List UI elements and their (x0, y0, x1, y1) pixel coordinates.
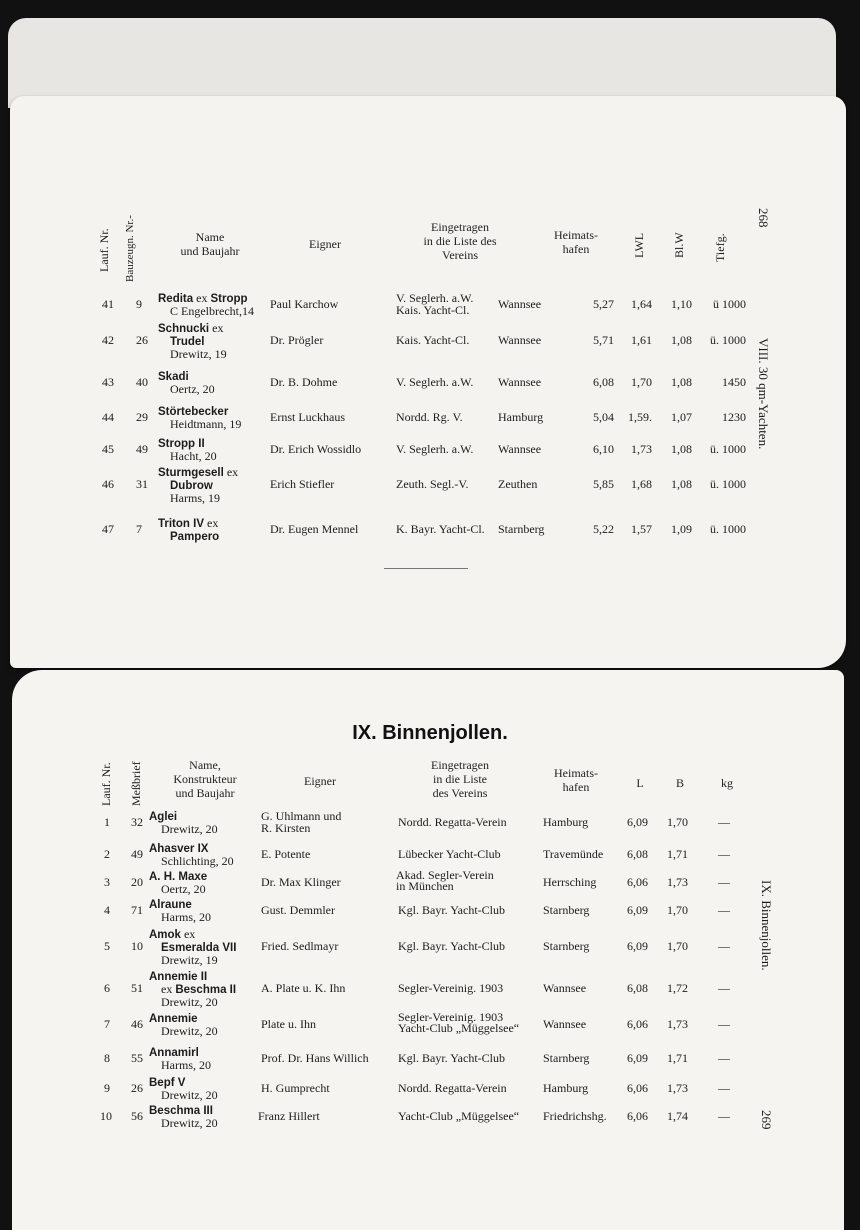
blw-value: 1,73 (631, 442, 652, 456)
builder-year: Drewitz, 20 (161, 822, 218, 836)
bauzeugnis-number: 49 (136, 442, 148, 456)
home-port: Starnberg (498, 522, 545, 536)
row-number: 5 (104, 939, 110, 953)
page-number-269: 269 (759, 1110, 774, 1130)
row-number: 43 (102, 375, 114, 389)
blw-value: 1,64 (631, 297, 652, 311)
boat-name (149, 1076, 218, 1101)
home-port: Wannsee (543, 1017, 587, 1031)
draught-value: 1,08 (671, 442, 692, 456)
page-number-268: 268 (756, 208, 771, 228)
boat-name-bold: Störtebecker (158, 406, 229, 418)
builder-year: Drewitz, 20 (161, 1024, 218, 1038)
lwl-value: 5,04 (593, 410, 614, 424)
weight-value: — (718, 1081, 730, 1095)
length-value: 6,09 (627, 939, 648, 953)
messbrief-number: 55 (131, 1051, 143, 1065)
messbrief-number: 51 (131, 981, 143, 995)
messbrief-number: 10 (131, 939, 143, 953)
beam-value: 1,73 (667, 875, 688, 889)
boat-name (149, 842, 234, 867)
owner: A. Plate u. K. Ihn (261, 981, 346, 995)
club: Zeuth. Segl.-V. (396, 477, 469, 491)
boat-name-ex: ex (161, 982, 176, 996)
owner: Dr. Prögler (270, 333, 324, 347)
boat-name-bold: Aglei (149, 811, 178, 823)
weight-value: 1230 (722, 410, 746, 424)
builder-year: Oertz, 20 (170, 382, 215, 396)
boat-name (149, 1012, 218, 1037)
bauzeugnis-number: 26 (136, 333, 148, 347)
header-port: Heimats- hafen (554, 228, 598, 256)
blw-value: 1,70 (631, 375, 652, 389)
boat-name (149, 970, 236, 1008)
boat-name-bold: Annemie II (149, 971, 208, 983)
club: Nordd. Regatta-Verein (398, 815, 507, 829)
weight-value: — (718, 875, 730, 889)
club: K. Bayr. Yacht-Cl. (396, 522, 485, 536)
length-value: 6,06 (627, 1017, 648, 1031)
builder-year: Drewitz, 20 (161, 1088, 218, 1102)
boat-name (158, 466, 238, 504)
length-value: 6,09 (627, 1051, 648, 1065)
running-title-upper: VIII. 30 qm-Yachten. (756, 338, 771, 450)
boat-name-bold: Ahasver IX (149, 843, 209, 855)
builder-year: Harms, 20 (161, 910, 211, 924)
boat-name-former: Stropp (210, 293, 248, 305)
messbrief-number: 71 (131, 903, 143, 917)
bauzeugnis-number: 7 (136, 522, 142, 536)
club: Lübecker Yacht-Club (398, 847, 501, 861)
boat-name-bold: Sturmgesell (158, 467, 224, 479)
boat-name-bold: Bepf V (149, 1077, 186, 1089)
lwl-value: 5,27 (593, 297, 614, 311)
weight-value: ü 1000 (713, 297, 746, 311)
boat-name (149, 1046, 211, 1071)
boat-name (149, 1104, 218, 1129)
builder-year: Hacht, 20 (170, 449, 217, 463)
header-bauzeugn: Bauzeugn. Nr.- (124, 215, 136, 282)
owner: Ernst Luckhaus (270, 410, 345, 424)
draught-value: 1,08 (671, 375, 692, 389)
boat-name-bold: Annemie (149, 1013, 198, 1025)
boat-name (149, 810, 218, 835)
section-end-rule (384, 568, 468, 569)
header-owner: Eigner (309, 237, 341, 251)
draught-value: 1,08 (671, 333, 692, 347)
owner: Erich Stiefler (270, 477, 335, 491)
boat-name (158, 517, 219, 543)
header-name: Name, Konstrukteur und Baujahr (173, 758, 237, 800)
club: V. Seglerh. a.W. (396, 442, 474, 456)
boat-name (158, 322, 227, 360)
header-lauf-nr: Lauf. Nr. (97, 228, 111, 272)
club: Kgl. Bayr. Yacht-Club (398, 1051, 506, 1065)
home-port: Herrsching (543, 875, 597, 889)
row-number: 1 (104, 815, 110, 829)
bauzeugnis-number: 31 (136, 477, 148, 491)
home-port: Hamburg (543, 1081, 589, 1095)
row-number: 47 (102, 522, 114, 536)
header-messbrief: Meßbrief (129, 761, 143, 806)
row-number: 45 (102, 442, 114, 456)
row-number: 42 (102, 333, 114, 347)
boat-name-former: Pampero (170, 531, 220, 543)
weight-value: — (718, 815, 730, 829)
header-club: Eingetragen in die Liste des Vereins (431, 758, 489, 800)
messbrief-number: 56 (131, 1109, 143, 1123)
weight-value: 1450 (722, 375, 746, 389)
boat-name (158, 405, 241, 430)
row-number: 3 (104, 875, 110, 889)
boat-name (149, 928, 236, 966)
lwl-value: 6,08 (593, 375, 614, 389)
page-stack-edge (8, 18, 836, 108)
beam-value: 1,70 (667, 939, 688, 953)
header-club: Eingetragen in die Liste des Vereins (423, 220, 497, 262)
home-port: Hamburg (543, 815, 589, 829)
blw-value: 1,61 (631, 333, 652, 347)
messbrief-number: 46 (131, 1017, 143, 1031)
length-value: 6,06 (627, 1081, 648, 1095)
owner: Franz Hillert (258, 1109, 320, 1123)
club: V. Seglerh. a.W. (396, 375, 474, 389)
row-number: 46 (102, 477, 114, 491)
length-value: 6,06 (627, 875, 648, 889)
owner: E. Potente (261, 847, 311, 861)
club: Kgl. Bayr. Yacht-Club (398, 903, 506, 917)
running-title-lower: IX. Binnenjollen. (759, 880, 774, 971)
weight-value: — (718, 1051, 730, 1065)
row-number: 4 (104, 903, 110, 917)
weight-value: — (718, 903, 730, 917)
club: Nordd. Regatta-Verein (398, 1081, 507, 1095)
row-number: 44 (102, 410, 114, 424)
blw-value: 1,57 (631, 522, 652, 536)
messbrief-number: 26 (131, 1081, 143, 1095)
header-lwl: LWL (632, 232, 646, 258)
boat-name-ex: ex (193, 291, 211, 305)
length-value: 6,09 (627, 815, 648, 829)
section-title: IX. Binnenjollen. (352, 722, 508, 744)
owner: Dr. Erich Wossidlo (270, 442, 362, 456)
row-number: 10 (100, 1109, 112, 1123)
boat-name-bold: Amok (149, 929, 181, 941)
weight-value: — (718, 939, 730, 953)
builder-year: Drewitz, 19 (161, 953, 218, 967)
draught-value: 1,10 (671, 297, 692, 311)
home-port: Wannsee (498, 297, 542, 311)
header-lauf-nr: Lauf. Nr. (99, 762, 113, 806)
draught-value: 1,08 (671, 477, 692, 491)
header-l: L (636, 776, 644, 790)
length-value: 6,08 (627, 847, 648, 861)
boat-name-former: Trudel (170, 336, 205, 348)
weight-value: — (718, 847, 730, 861)
boat-name (158, 437, 217, 462)
bauzeugnis-number: 29 (136, 410, 148, 424)
beam-value: 1,71 (667, 847, 688, 861)
boat-name (149, 870, 207, 895)
builder-year: Drewitz, 20 (161, 1116, 218, 1130)
club: Kgl. Bayr. Yacht-Club (398, 939, 506, 953)
beam-value: 1,74 (667, 1109, 688, 1123)
builder-year: Oertz, 20 (161, 882, 206, 896)
draught-value: 1,09 (671, 522, 692, 536)
blw-value: 1,68 (631, 477, 652, 491)
owner: Dr. B. Dohme (270, 375, 338, 389)
boat-name-bold: Stropp II (158, 438, 205, 450)
header-name: Name und Baujahr (180, 230, 240, 258)
owner: H. Gumprecht (261, 1081, 330, 1095)
builder-year: Harms, 19 (170, 491, 220, 505)
owner: Paul Karchow (270, 297, 339, 311)
lwl-value: 5,71 (593, 333, 614, 347)
boat-name-bold: Triton IV (158, 518, 204, 530)
lwl-value: 5,85 (593, 477, 614, 491)
weight-value: ü. 1000 (710, 522, 746, 536)
owner: Dr. Max Klinger (261, 875, 341, 889)
weight-value: ü. 1000 (710, 442, 746, 456)
boat-name-bold: Beschma III (149, 1105, 213, 1117)
boat-name-ex: ex (204, 516, 219, 530)
messbrief-number: 49 (131, 847, 143, 861)
home-port: Starnberg (543, 1051, 590, 1065)
home-port: Starnberg (543, 939, 590, 953)
boat-name (158, 370, 215, 395)
owner: Gust. Demmler (261, 903, 335, 917)
row-number: 8 (104, 1051, 110, 1065)
header-owner: Eigner (304, 774, 336, 788)
boat-name-bold: A. H. Maxe (149, 871, 208, 883)
builder-year: Schlichting, 20 (161, 854, 234, 868)
club: Segler-Vereinig. 1903 (398, 981, 504, 995)
beam-value: 1,70 (667, 903, 688, 917)
club: Nordd. Rg. V. (396, 410, 463, 424)
weight-value: — (718, 981, 730, 995)
builder-year: Heidtmann, 19 (170, 417, 242, 431)
beam-value: 1,73 (667, 1081, 688, 1095)
builder-year: Drewitz, 19 (170, 347, 227, 361)
home-port: Travemünde (543, 847, 604, 861)
boat-name-ex: ex (223, 465, 239, 479)
home-port: Wannsee (498, 333, 542, 347)
header-tiefg: Tiefg. (713, 233, 727, 262)
lwl-value: 6,10 (593, 442, 614, 456)
home-port: Wannsee (498, 442, 542, 456)
header-kg: kg (721, 776, 733, 790)
blw-value: 1,59. (628, 410, 652, 424)
boat-name-ex: ex (209, 321, 224, 335)
owner: G. Uhlmann und R. Kirsten (261, 809, 342, 835)
weight-value: ü. 1000 (710, 333, 746, 347)
row-number: 2 (104, 847, 110, 861)
boat-name (149, 898, 211, 923)
row-number: 7 (104, 1017, 110, 1031)
weight-value: — (718, 1017, 730, 1031)
owner: Plate u. Ihn (261, 1017, 316, 1031)
home-port: Friedrichshg. (543, 1109, 607, 1123)
club: Kais. Yacht-Cl. (396, 333, 470, 347)
boat-name-bold: Schnucki (158, 323, 210, 335)
length-value: 6,08 (627, 981, 648, 995)
boat-name-former: Beschma II (175, 984, 237, 996)
club: Yacht-Club „Müggelsee“ (398, 1109, 520, 1123)
beam-value: 1,70 (667, 815, 688, 829)
row-number: 41 (102, 297, 114, 311)
bauzeugnis-number: 9 (136, 297, 142, 311)
boat-name-ex: ex (180, 927, 196, 941)
owner: Dr. Eugen Mennel (270, 522, 359, 536)
beam-value: 1,73 (667, 1017, 688, 1031)
length-value: 6,06 (627, 1109, 648, 1123)
boat-name (158, 292, 254, 317)
club: Segler-Vereinig. 1903 Yacht-Club „Müggelsee“ (398, 1010, 520, 1035)
beam-value: 1,72 (667, 981, 688, 995)
boat-name-bold: Alraune (149, 899, 192, 911)
boat-name-former: Dubrow (170, 480, 213, 492)
builder-year: Harms, 20 (161, 1058, 211, 1072)
weight-value: ü. 1000 (710, 477, 746, 491)
builder-year: Drewitz, 20 (161, 995, 218, 1009)
row-number: 6 (104, 981, 110, 995)
lwl-value: 5,22 (593, 522, 614, 536)
owner: Fried. Sedlmayr (261, 939, 339, 953)
draught-value: 1,07 (671, 410, 692, 424)
header-port: Heimats- hafen (554, 766, 598, 794)
home-port: Hamburg (498, 410, 544, 424)
length-value: 6,09 (627, 903, 648, 917)
messbrief-number: 20 (131, 875, 143, 889)
beam-value: 1,71 (667, 1051, 688, 1065)
bauzeugnis-number: 40 (136, 375, 148, 389)
weight-value: — (718, 1109, 730, 1123)
club: V. Seglerh. a.W. Kais. Yacht-Cl. (396, 291, 474, 317)
home-port: Wannsee (543, 981, 587, 995)
boat-name-bold: Skadi (158, 371, 189, 383)
header-b: B (675, 776, 684, 790)
header-blw: Bl.W (672, 232, 686, 258)
home-port: Wannsee (498, 375, 542, 389)
club: Akad. Segler-Verein in München (396, 868, 494, 893)
home-port: Zeuthen (498, 477, 538, 491)
boat-name-bold: Redita (158, 293, 194, 305)
builder-year: C Engelbrecht,14 (170, 304, 254, 318)
messbrief-number: 32 (131, 815, 143, 829)
row-number: 9 (104, 1081, 110, 1095)
home-port: Starnberg (543, 903, 590, 917)
boat-name-former: Esmeralda VII (161, 942, 237, 954)
owner: Prof. Dr. Hans Willich (261, 1051, 369, 1065)
boat-name-bold: Annamirl (149, 1047, 199, 1059)
